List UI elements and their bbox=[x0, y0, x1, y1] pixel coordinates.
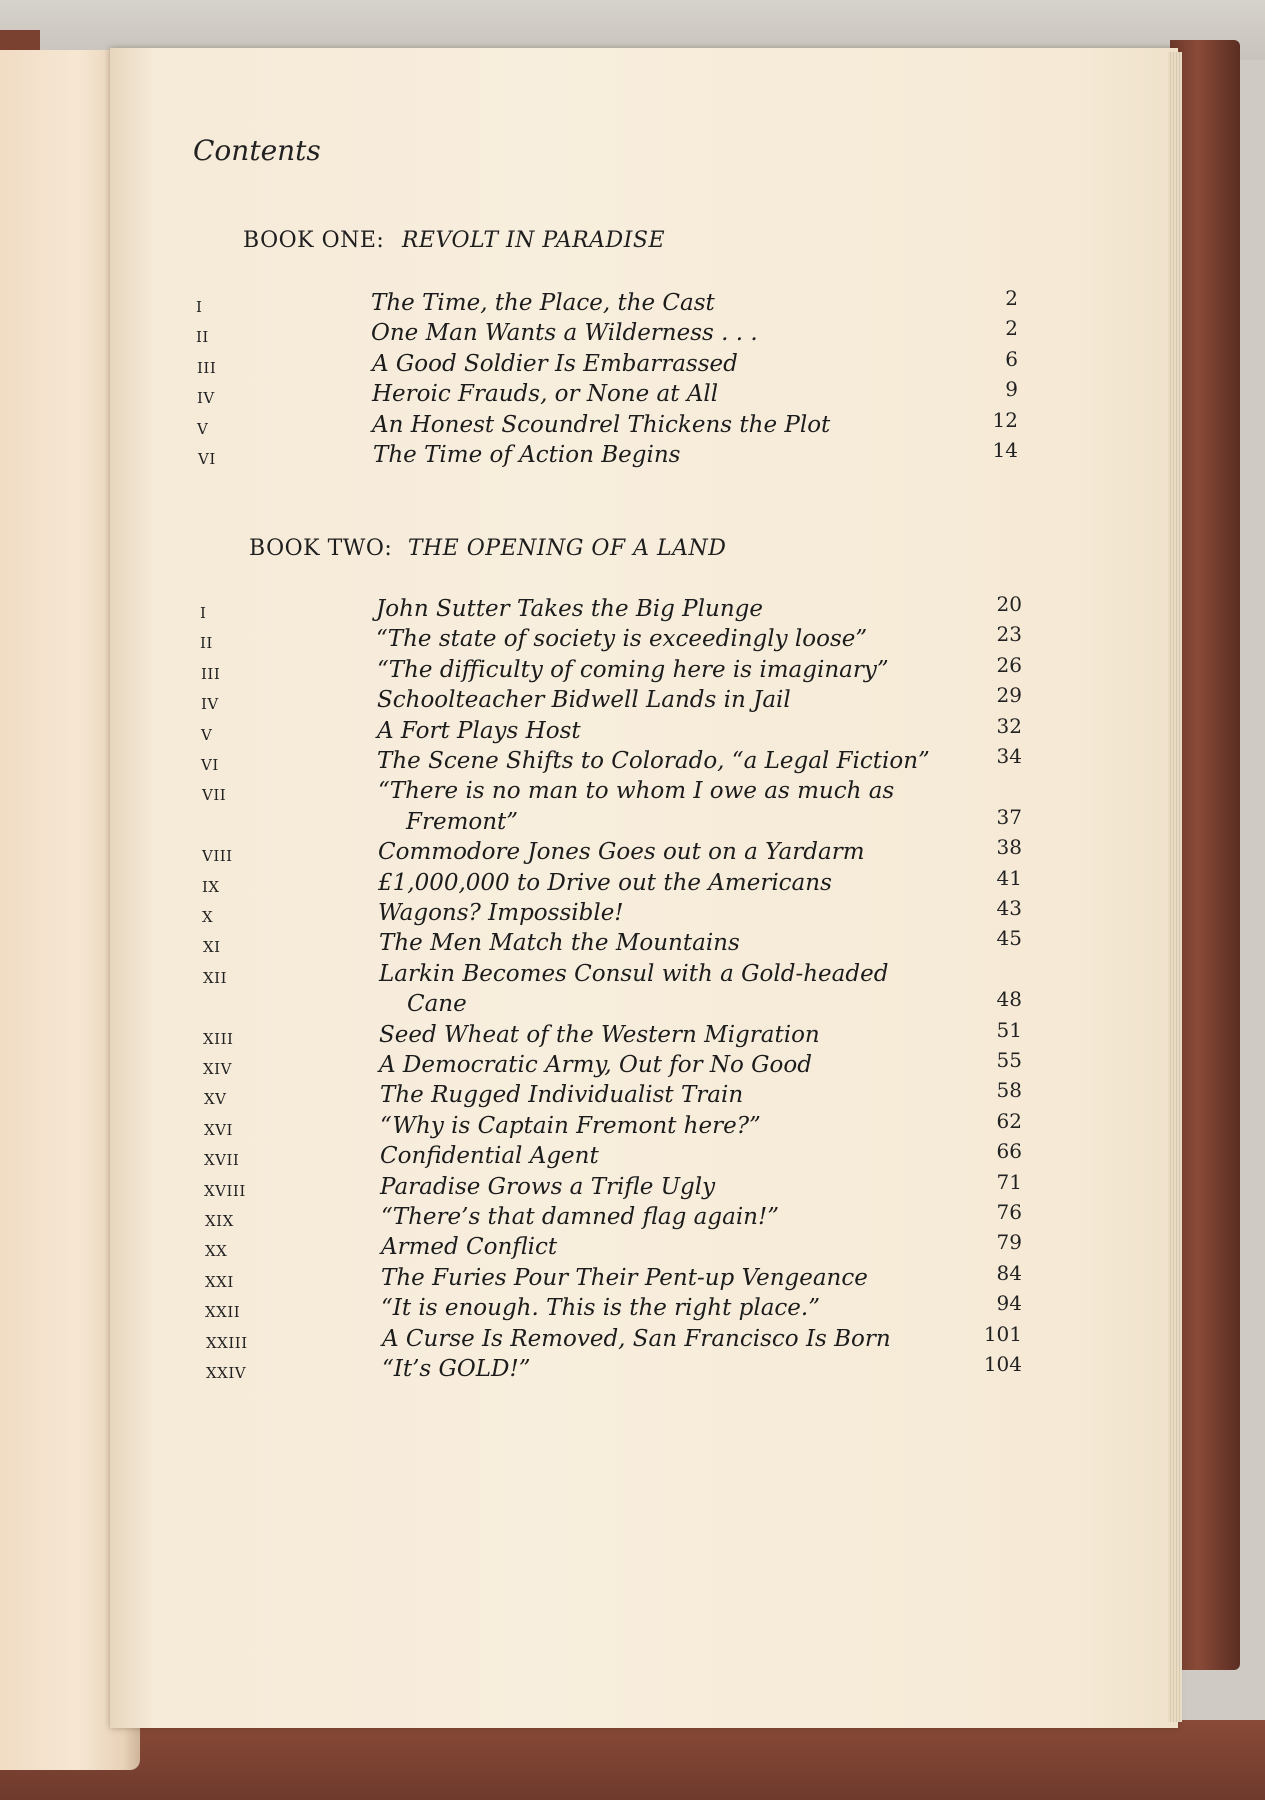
chapter-page-number: 48 bbox=[996, 987, 1022, 1012]
chapter-title: “The state of society is exceedingly loose” bbox=[376, 626, 868, 653]
chapter-title: Wagons? Impossible! bbox=[378, 900, 624, 926]
chapter-row bbox=[0, 316, 1265, 350]
chapter-page-number: 38 bbox=[996, 835, 1022, 860]
chapter-page-number: 9 bbox=[1005, 377, 1018, 402]
chapter-page-number: 32 bbox=[996, 713, 1022, 738]
chapter-title: Commodore Jones Goes out on a Yardarm bbox=[378, 839, 865, 866]
chapter-title-continued: Fremont” bbox=[406, 808, 519, 835]
chapter-page-number: 55 bbox=[996, 1048, 1022, 1072]
chapter-number: III bbox=[197, 358, 217, 377]
contents-heading: Contents bbox=[193, 134, 321, 167]
chapter-row bbox=[0, 1321, 1265, 1356]
chapter-number: XIII bbox=[203, 1029, 234, 1048]
book-two-subtitle: THE OPENING OF A LAND bbox=[407, 536, 727, 561]
chapter-title: The Time of Action Begins bbox=[373, 442, 681, 468]
chapter-page-number: 12 bbox=[992, 407, 1018, 432]
chapter-row bbox=[0, 1260, 1265, 1295]
chapter-row bbox=[0, 1048, 1265, 1082]
chapter-number: XIX bbox=[205, 1212, 234, 1230]
chapter-number: II bbox=[200, 634, 213, 653]
chapter-title: A Fort Plays Host bbox=[377, 717, 581, 744]
chapter-title: “It is enough. This is the right place.” bbox=[381, 1295, 820, 1322]
chapter-row bbox=[0, 438, 1265, 472]
chapter-page-number: 51 bbox=[996, 1017, 1022, 1042]
chapter-number: V bbox=[201, 725, 213, 744]
chapter-number: IV bbox=[197, 389, 215, 408]
chapter-number: XXII bbox=[205, 1303, 241, 1322]
chapter-row bbox=[0, 778, 1265, 835]
chapter-row bbox=[0, 652, 1265, 687]
chapter-title: John Sutter Takes the Big Plunge bbox=[376, 596, 763, 622]
chapter-title: The Time, the Place, the Cast bbox=[371, 290, 715, 316]
chapter-row bbox=[0, 1078, 1265, 1112]
chapter-row bbox=[0, 960, 1265, 1018]
chapter-number: VII bbox=[202, 786, 227, 805]
book-two-heading bbox=[249, 536, 726, 561]
book-cover-bottom bbox=[0, 1720, 1265, 1800]
chapter-page-number: 94 bbox=[996, 1291, 1022, 1316]
chapter-number: VIII bbox=[202, 847, 233, 866]
chapter-row bbox=[0, 346, 1265, 381]
chapter-title-continued: Cane bbox=[407, 991, 467, 1018]
chapter-page-number: 29 bbox=[996, 683, 1022, 708]
chapter-row bbox=[0, 592, 1265, 626]
chapter-page-number: 45 bbox=[996, 926, 1022, 951]
chapter-row bbox=[0, 377, 1265, 411]
chapter-title: Confidential Agent bbox=[380, 1143, 599, 1170]
chapter-row bbox=[0, 1200, 1265, 1234]
chapter-row bbox=[0, 1352, 1265, 1386]
chapter-number: XXI bbox=[205, 1272, 234, 1291]
chapter-page-number: 26 bbox=[996, 652, 1022, 677]
chapter-title: Heroic Frauds, or None at All bbox=[372, 381, 719, 408]
chapter-row bbox=[0, 1169, 1265, 1204]
chapter-page-number: 41 bbox=[996, 865, 1022, 890]
book-one-label: BOOK ONE: bbox=[243, 228, 385, 253]
chapter-title: A Good Soldier Is Embarrassed bbox=[372, 350, 738, 377]
chapter-row bbox=[0, 835, 1265, 869]
chapter-row bbox=[0, 926, 1265, 960]
book-one-subtitle: REVOLT IN PARADISE bbox=[401, 228, 666, 253]
chapter-number: XXIV bbox=[206, 1364, 247, 1382]
chapter-title: The Rugged Individualist Train bbox=[380, 1082, 744, 1109]
chapter-page-number: 23 bbox=[996, 622, 1022, 647]
chapter-number: XII bbox=[203, 968, 228, 987]
chapter-title: Seed Wheat of the Western Migration bbox=[379, 1021, 820, 1048]
chapter-title: “The difficulty of coming here is imaginary” bbox=[377, 656, 889, 683]
chapter-page-number: 6 bbox=[1005, 346, 1018, 371]
chapter-title: Paradise Grows a Trifle Ugly bbox=[380, 1173, 716, 1200]
chapter-title: “It’s GOLD!” bbox=[382, 1356, 531, 1382]
chapter-page-number: 104 bbox=[983, 1352, 1022, 1376]
chapter-row bbox=[0, 1291, 1265, 1325]
chapter-page-number: 20 bbox=[996, 592, 1022, 616]
chapter-number: VI bbox=[201, 756, 219, 774]
chapter-title: “There is no man to whom I owe as much as bbox=[378, 778, 895, 805]
chapter-number: I bbox=[200, 604, 207, 622]
chapter-row bbox=[0, 1017, 1265, 1052]
chapter-number: XX bbox=[205, 1242, 228, 1261]
book-two-label: BOOK TWO: bbox=[249, 536, 393, 561]
chapter-title: “There’s that damned flag again!” bbox=[381, 1204, 779, 1230]
chapter-page-number: 14 bbox=[992, 438, 1018, 462]
chapter-page-number: 101 bbox=[983, 1321, 1022, 1346]
chapter-number: I bbox=[196, 298, 203, 316]
chapter-page-number: 79 bbox=[996, 1230, 1022, 1255]
chapter-row bbox=[0, 622, 1265, 656]
chapter-title: £1,000,000 to Drive out the Americans bbox=[378, 869, 832, 896]
chapter-number: IV bbox=[201, 695, 219, 714]
chapter-number: XIV bbox=[203, 1060, 232, 1078]
chapter-row bbox=[0, 1139, 1265, 1173]
chapter-number: XXIII bbox=[206, 1333, 248, 1352]
chapter-number: V bbox=[197, 419, 209, 438]
chapter-page-number: 58 bbox=[996, 1078, 1022, 1103]
chapter-title: A Curse Is Removed, San Francisco Is Born bbox=[382, 1325, 891, 1352]
chapter-row bbox=[0, 286, 1265, 320]
chapter-number: XV bbox=[204, 1090, 227, 1109]
chapter-page-number: 84 bbox=[996, 1260, 1022, 1285]
chapter-title: Larkin Becomes Consul with a Gold-headed bbox=[379, 960, 889, 987]
chapter-title: Schoolteacher Bidwell Lands in Jail bbox=[377, 687, 791, 714]
chapter-number: IX bbox=[202, 877, 220, 896]
chapter-title: A Democratic Army, Out for No Good bbox=[379, 1052, 812, 1078]
chapter-title: Armed Conflict bbox=[381, 1234, 558, 1261]
chapter-page-number: 37 bbox=[996, 804, 1022, 829]
chapter-row bbox=[0, 407, 1265, 442]
chapter-page-number: 71 bbox=[996, 1169, 1022, 1194]
chapter-number: XVIII bbox=[204, 1181, 246, 1200]
chapter-row bbox=[0, 1108, 1265, 1143]
chapter-number: XVI bbox=[204, 1120, 233, 1139]
chapter-page-number: 76 bbox=[996, 1200, 1022, 1224]
book-one-heading bbox=[243, 228, 665, 253]
chapter-number: XVII bbox=[204, 1151, 240, 1170]
chapter-page-number: 62 bbox=[996, 1108, 1022, 1133]
chapter-title: The Scene Shifts to Colorado, “a Legal Fiction” bbox=[377, 748, 930, 774]
chapter-row bbox=[0, 865, 1265, 900]
chapter-row bbox=[0, 713, 1265, 748]
chapter-title: The Furies Pour Their Pent-up Vengeance bbox=[381, 1264, 868, 1291]
chapter-row bbox=[0, 744, 1265, 778]
chapter-number: X bbox=[202, 908, 214, 926]
chapter-row bbox=[0, 896, 1265, 930]
chapter-number: XI bbox=[203, 938, 221, 957]
chapter-number: VI bbox=[198, 450, 216, 468]
chapter-page-number: 2 bbox=[1005, 316, 1018, 341]
chapter-page-number: 66 bbox=[996, 1139, 1022, 1164]
chapter-page-number: 2 bbox=[1005, 286, 1018, 310]
chapter-number: II bbox=[196, 328, 209, 347]
chapter-title: “Why is Captain Fremont here?” bbox=[380, 1112, 761, 1139]
chapter-page-number: 34 bbox=[996, 744, 1022, 768]
chapter-row bbox=[0, 1230, 1265, 1264]
chapter-row bbox=[0, 683, 1265, 717]
chapter-page-number: 43 bbox=[996, 896, 1022, 920]
chapter-title: An Honest Scoundrel Thickens the Plot bbox=[372, 411, 831, 438]
chapter-title: The Men Match the Mountains bbox=[379, 930, 740, 957]
chapter-number: III bbox=[201, 664, 221, 683]
chapter-title: One Man Wants a Wilderness . . . bbox=[371, 320, 758, 347]
